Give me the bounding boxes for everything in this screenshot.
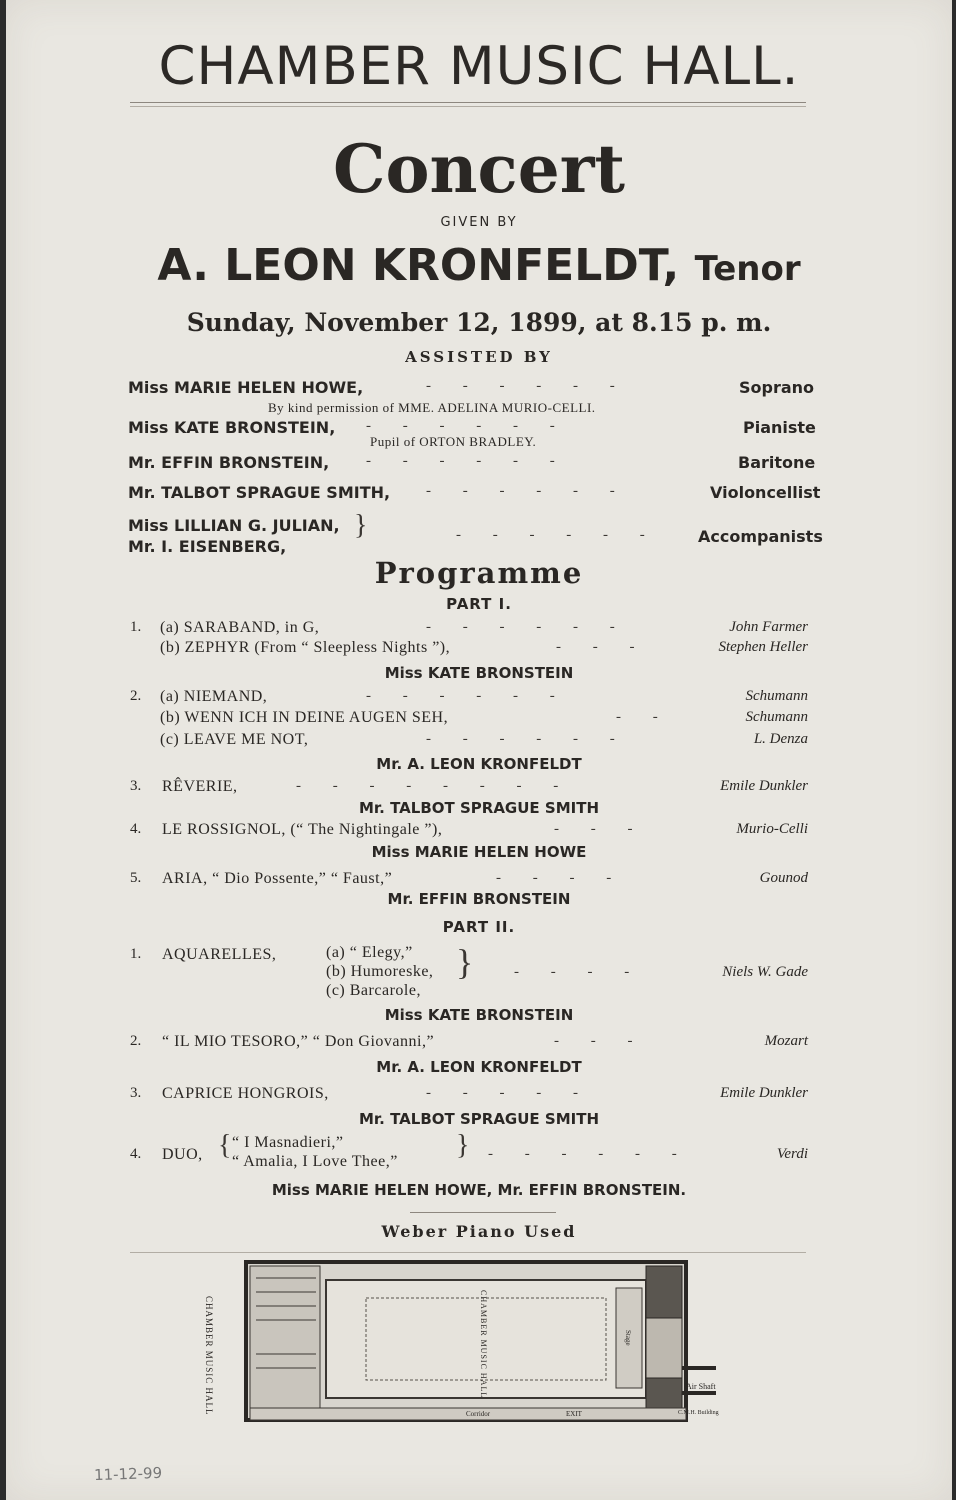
floor-plan-stage-label: Stage [624,1330,632,1346]
part-two-heading: PART II. [442,918,516,936]
assistant-role: Soprano [739,378,815,397]
movement-title: “ I Masnadieri,” [232,1134,344,1151]
leader-dashes: - - - - - - [426,619,629,635]
title-rule [130,102,806,103]
leader-dashes: - - - - - - [426,483,629,499]
work-title: DUO, [162,1146,203,1163]
assistant-role: Pianiste [743,418,816,437]
leader-dashes: - - - - - - [366,453,569,469]
item-performer: Mr. A. LEON KRONFELDT [376,1058,582,1076]
accompanist-name: Miss LILLIAN G. JULIAN, [128,516,340,535]
work-title: (a) NIEMAND, [160,688,268,705]
assistant-role: Baritone [738,453,816,472]
assistant-note: Pupil of ORTON BRADLEY. [370,434,537,449]
work-title: (b) WENN ICH IN DEINE AUGEN SEH, [160,709,449,726]
leader-dashes: - - - - [496,870,626,886]
floor-plan-exit-label: EXIT [566,1410,582,1418]
composer: Schumann [745,688,808,704]
composer: John Farmer [729,619,808,635]
composer: Stephen Heller [718,639,808,655]
program-page [6,0,952,1500]
composer: L. Denza [753,731,808,747]
work-title: (b) ZEPHYR (From “ Sleepless Nights ”), [160,639,451,656]
assistant-role: Violoncellist [710,483,821,502]
composer: Emile Dunkler [720,778,808,794]
composer: Niels W. Gade [722,964,808,980]
assisted-by-label: ASSISTED BY [405,348,553,366]
handwritten-date: 11-12-99 [93,1463,163,1485]
leader-dashes: - - - - - - [488,1146,691,1162]
composer: Mozart [764,1033,808,1049]
brace-glyph: { [218,1130,232,1161]
part-one-heading: PART I. [446,595,512,613]
brace-glyph: } [456,942,474,982]
item-performer: Mr. TALBOT SPRAGUE SMITH [359,799,599,817]
leader-dashes: - - - [556,639,649,655]
work-title: (a) SARABAND, in G, [160,619,320,636]
work-title: ARIA, “ Dio Possente,” “ Faust,” [162,870,393,887]
item-performer: Miss MARIE HELEN HOWE [371,843,587,861]
composer: Emile Dunkler [720,1085,808,1101]
divider [410,1212,556,1213]
leader-dashes: - - - - - - - - [296,778,573,794]
leader-dashes: - - - - - - [426,378,629,394]
work-title: RÊVERIE, [162,778,238,795]
leader-dashes: - - - [554,821,647,837]
floor-plan-air-shaft-label: Air Shaft [686,1382,716,1391]
brace-glyph: } [456,1130,470,1161]
assistant-name: Miss MARIE HELEN HOWE, [128,378,364,397]
floor-plan-building-label: C.M.H. Building [678,1410,719,1416]
movement-title: “ Amalia, I Love Thee,” [232,1153,398,1170]
performer-role: Tenor [694,249,801,289]
composer: Schumann [745,709,808,725]
movement-title: (c) Barcarole, [326,982,421,999]
item-performer: Mr. EFFIN BRONSTEIN [387,890,571,908]
composer: Verdi [776,1146,808,1162]
given-by-label: GIVEN BY [440,215,518,230]
item-number: 2. [130,688,142,704]
performer-heading [6,240,952,291]
item-number: 4. [130,821,142,837]
leader-dashes: - - - - - - [366,688,569,704]
assistant-note: By kind permission of MME. ADELINA MURIO-CELLI. [268,400,596,415]
item-number: 1. [130,619,142,635]
work-title: AQUARELLES, [162,946,277,963]
leader-dashes: - - - - - - [456,527,659,543]
assistant-name: Mr. EFFIN BRONSTEIN, [128,453,330,472]
divider [130,1252,806,1253]
work-title: LE ROSSIGNOL, (“ The Nightingale ”), [162,821,443,838]
item-performer: Miss KATE BRONSTEIN [384,664,574,682]
performer-name: A. LEON KRONFELDT, [157,240,680,291]
item-number: 1. [130,946,142,962]
leader-dashes: - - - - [514,964,644,980]
item-number: 4. [130,1146,142,1162]
concert-heading: Concert [333,130,625,208]
leader-dashes: - - - - - [426,1085,592,1101]
item-performer: Miss MARIE HELEN HOWE, Mr. EFFIN BRONSTEIN. [271,1181,687,1199]
concert-date: Sunday, November 12, 1899, at 8.15 p. m. [186,308,772,337]
item-number: 2. [130,1033,142,1049]
assistant-name: Miss KATE BRONSTEIN, [128,418,336,437]
leader-dashes: - - - - - - [426,731,629,747]
hall-title: CHAMBER MUSIC HALL. [158,36,800,97]
movement-title: (a) “ Elegy,” [326,944,413,961]
work-title: (c) LEAVE ME NOT, [160,731,309,748]
item-number: 5. [130,870,142,886]
movement-title: (b) Humoreske, [326,963,434,980]
leader-dashes: - - - [554,1033,647,1049]
leader-dashes: - - - - - - [366,418,569,434]
accompanist-role: Accompanists [698,527,823,546]
item-performer: Miss KATE BRONSTEIN [384,1006,574,1024]
item-performer: Mr. TALBOT SPRAGUE SMITH [359,1110,599,1128]
composer: Gounod [759,870,808,886]
assistant-name: Mr. TALBOT SPRAGUE SMITH, [128,483,391,502]
accompanist-name: Mr. I. EISENBERG, [128,537,287,556]
title-rule-secondary [130,106,806,107]
work-title: “ IL MIO TESORO,” “ Don Giovanni,” [162,1033,435,1050]
floor-plan-side-label: CHAMBER MUSIC HALL [204,1296,214,1416]
item-performer: Mr. A. LEON KRONFELDT [376,755,582,773]
floor-plan-center-label: CHAMBER MUSIC HALL [479,1290,488,1399]
brace-glyph: } [354,510,368,541]
programme-heading: Programme [374,556,584,590]
work-title: CAPRICE HONGROIS, [162,1085,329,1102]
composer: Murio-Celli [736,821,808,837]
item-number: 3. [130,1085,142,1101]
leader-dashes: - - [616,709,672,725]
item-number: 3. [130,778,142,794]
weber-piano-note: Weber Piano Used [381,1222,577,1241]
floor-plan-corridor-label: Corridor [466,1410,491,1418]
